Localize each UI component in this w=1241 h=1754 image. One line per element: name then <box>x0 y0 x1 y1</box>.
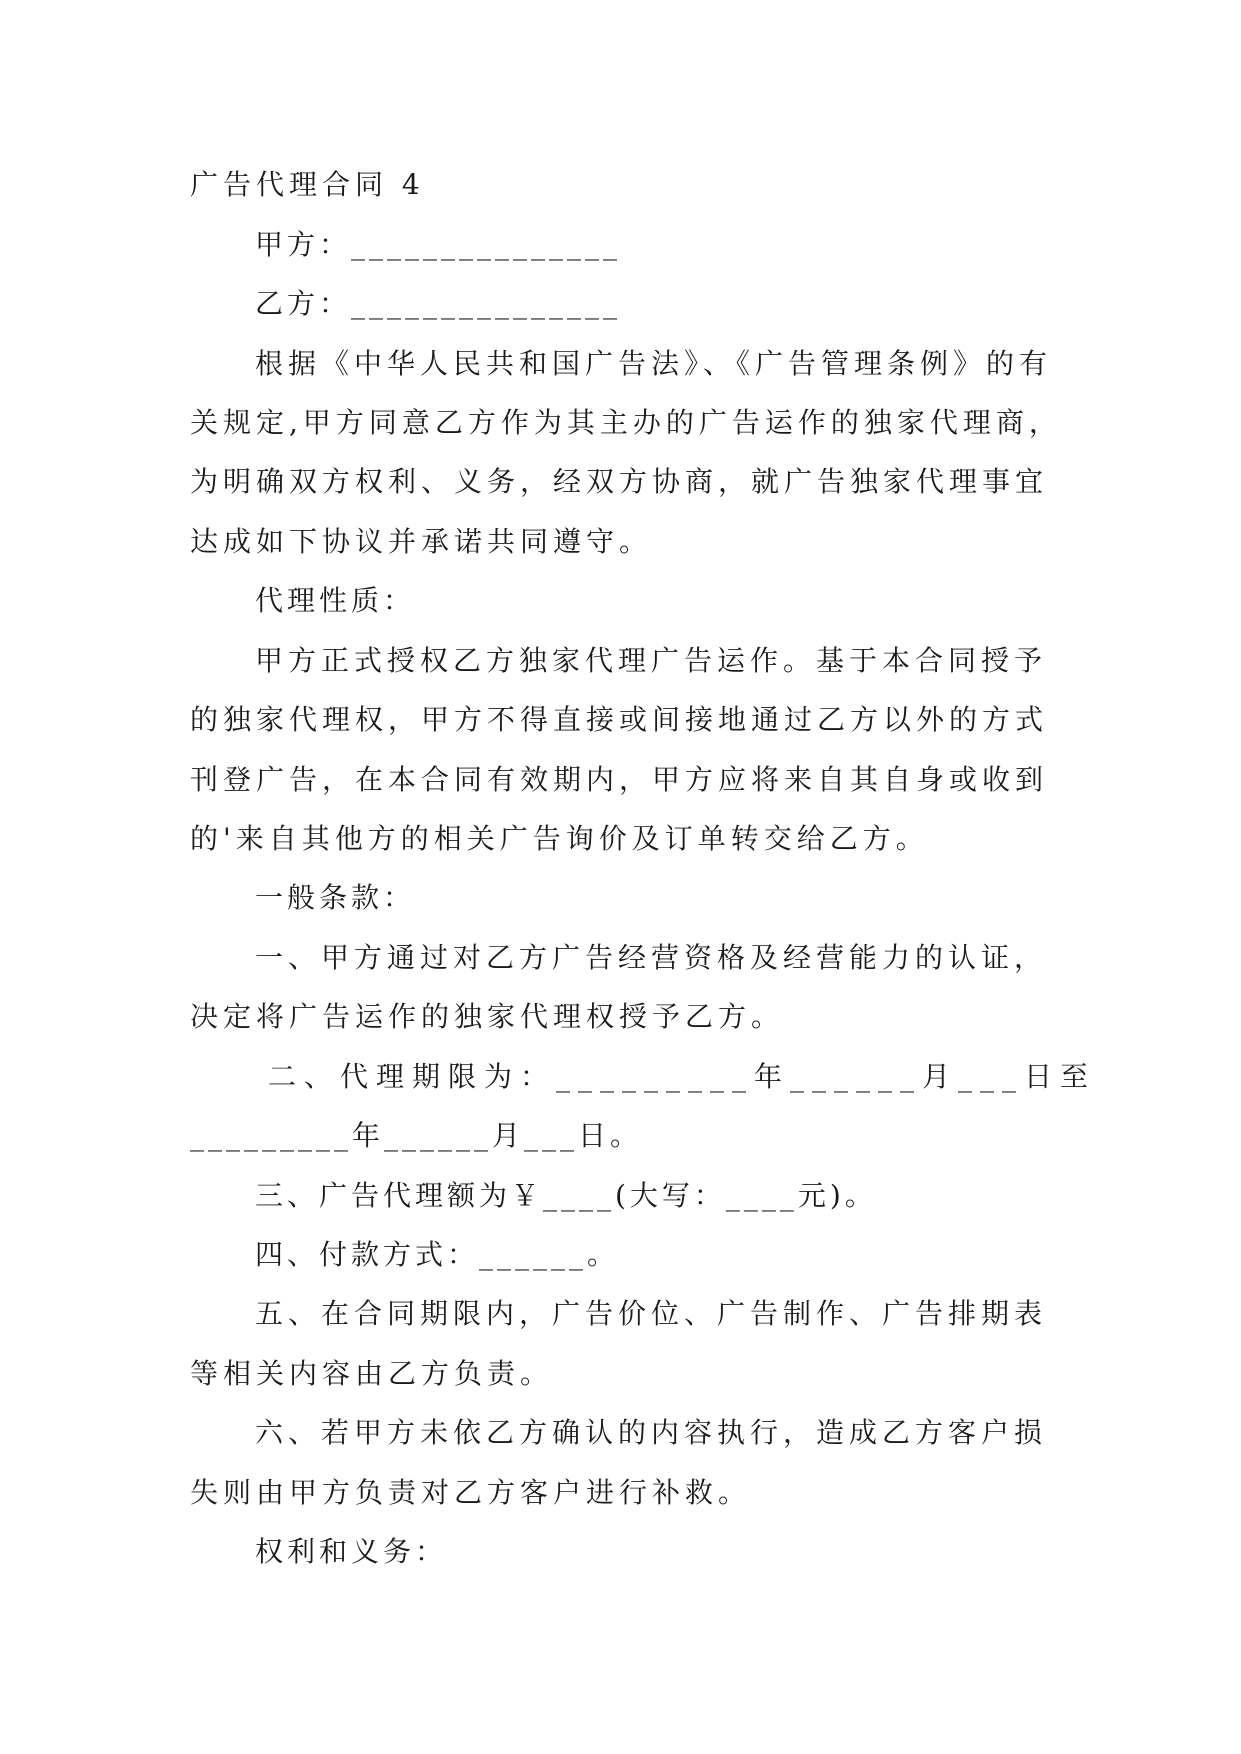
agency-nature-line: 的独家代理权，甲方不得直接或间接地通过乙方以外的方式 <box>190 703 1049 736</box>
party-b-field: 乙方：_______________ <box>255 287 622 320</box>
preamble-line: 为明确双方权利、义务，经双方协商，就广告独家代理事宜 <box>190 465 1049 498</box>
section-heading: 一般条款： <box>255 881 416 914</box>
clause-line: 等相关内容由乙方负责。 <box>190 1357 554 1390</box>
party-a-field: 甲方：_______________ <box>255 228 622 261</box>
preamble-line: 根据《中华人民共和国广告法》、《广告管理条例》的有 <box>255 347 1053 380</box>
clause-line: 五、在合同期限内，广告价位、广告制作、广告排期表 <box>255 1297 1048 1330</box>
clause-line: 三、广告代理额为￥____(大写：____元)。 <box>255 1179 877 1212</box>
preamble-line: 关规定,甲方同意乙方作为其主办的广告运作的独家代理商， <box>190 406 1062 439</box>
document-title: 广告代理合同 4 <box>190 168 425 201</box>
agency-nature-line: 刊登广告，在本合同有效期内，甲方应将来自其自身或收到 <box>190 763 1049 796</box>
agency-nature-line: 甲方正式授权乙方独家代理广告运作。基于本合同授予 <box>255 644 1048 677</box>
clause-line: 失则由甲方负责对乙方客户进行补救。 <box>190 1476 752 1509</box>
section-heading: 代理性质： <box>255 584 416 617</box>
clause-line: 六、若甲方未依乙方确认的内容执行，造成乙方客户损 <box>255 1416 1048 1449</box>
clause-line: 一、甲方通过对乙方广告经营资格及经营能力的认证， <box>255 941 1048 974</box>
agency-nature-line: 的'来自其他方的相关广告询价及订单转交给乙方。 <box>190 822 929 855</box>
clause-line: _________年______月___日。 <box>190 1119 643 1152</box>
clause-line: 二、代理期限为：_________年______月___日至 <box>268 1060 1097 1093</box>
clause-line: 决定将广告运作的独家代理权授予乙方。 <box>190 1000 785 1033</box>
section-heading: 权利和义务： <box>255 1535 448 1568</box>
preamble-line: 达成如下协议并承诺共同遵守。 <box>190 525 653 558</box>
clause-line: 四、付款方式：______。 <box>255 1238 620 1271</box>
